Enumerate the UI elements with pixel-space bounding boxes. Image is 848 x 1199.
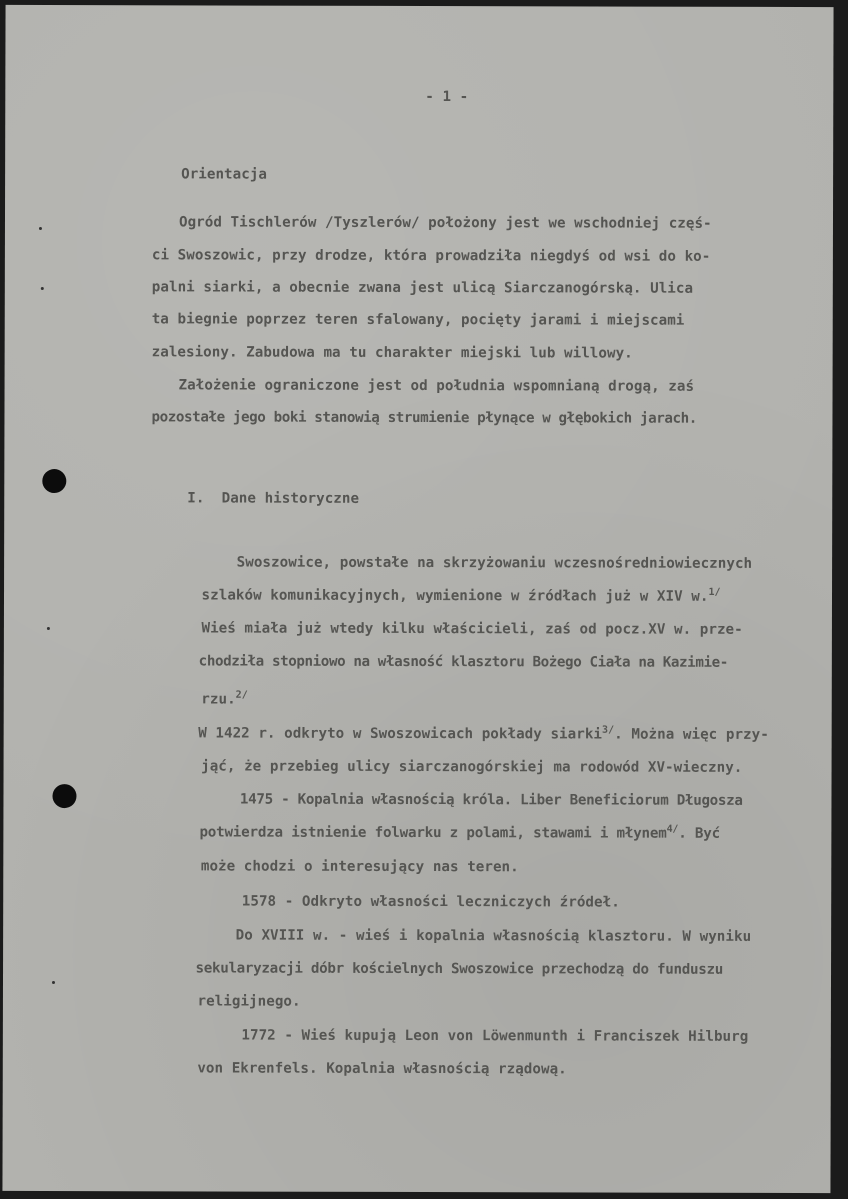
paper-speck bbox=[41, 287, 44, 290]
history-line-text: jąć, że przebieg ulicy siarczanogórskiej ma rodowód XV-wieczny. bbox=[201, 758, 743, 776]
footnote-ref: 3/ bbox=[602, 724, 615, 736]
history-line-text: religijnego. bbox=[197, 993, 301, 1010]
history-line bbox=[146, 1041, 567, 1096]
history-line-text: chodziła stopniowo na własność klasztoru Bożego Ciała na Kazimie- bbox=[198, 653, 728, 671]
history-line-text: Swoszowice, powstałe na skrzyżowaniu wczesnośredniowiecznych bbox=[236, 554, 753, 572]
paragraph-line: zalesiony. Zabudowa ma tu charakter miejski lub willowy. bbox=[151, 344, 633, 362]
heading-orientation: Orientacja bbox=[181, 166, 268, 183]
history-line-text: potwierdza istnienie folwarku z polami, stawami i młynem bbox=[199, 824, 667, 842]
history-line-text: 1772 - Wieś kupują Leon von Löwenmunth i Franciszek Hilburg bbox=[241, 1027, 749, 1045]
history-line-text: W 1422 r. odkryto w Swoszowicach pokłady siarki bbox=[198, 725, 603, 743]
footnote-ref: 1/ bbox=[708, 587, 721, 599]
paragraph-line: ta biegnie poprzez teren sfalowany, pocięty jarami i miejscami bbox=[151, 311, 685, 329]
paragraph-line: palni siarki, a obecnie zwana jest ulicą Siarczanogórską. Ulica bbox=[151, 279, 694, 297]
paragraph-line: pozostałe jego boki stanowią strumienie płynące w głębokich jarach. bbox=[151, 409, 697, 427]
history-line-text: Do XVIII w. - wieś i kopalnia własnością klasztoru. W wyniku bbox=[235, 927, 752, 945]
paragraph-line: Założenie ograniczone jest od południa wspomnianą drogą, zaś bbox=[178, 377, 695, 395]
punch-hole bbox=[52, 784, 76, 808]
history-line-text: 1578 - Odkryto własności leczniczych źródeł. bbox=[241, 893, 620, 911]
history-line-tail: . Być bbox=[678, 825, 720, 842]
paper-speck bbox=[39, 227, 42, 230]
history-line-text: sekularyzacji dóbr kościelnych Swoszowice przechodzą do funduszu bbox=[195, 960, 723, 978]
footnote-ref: 4/ bbox=[666, 823, 679, 835]
paper-speck bbox=[52, 981, 55, 984]
history-line-text: rzu. bbox=[201, 691, 236, 708]
page-number: - 1 - bbox=[425, 89, 469, 106]
paragraph-line: ci Swoszowic, przy drodze, która prowadziła niegdyś od wsi do ko- bbox=[151, 247, 711, 265]
paper-speck bbox=[47, 627, 50, 630]
punch-hole bbox=[42, 469, 66, 493]
heading-section-historical-data: I. Dane historyczne bbox=[187, 490, 360, 507]
document-page bbox=[2, 5, 833, 1193]
footnote-ref: 2/ bbox=[235, 689, 248, 701]
paragraph-line: Ogród Tischlerów /Tyszlerów/ położony jest we wschodniej częś- bbox=[178, 214, 712, 232]
history-line-text: Wieś miała już wtedy kilku właścicieli, zaś od pocz.XV w. prze- bbox=[201, 620, 743, 638]
history-line-text: może chodzi o interesujący nas teren. bbox=[200, 858, 519, 876]
typed-text bbox=[2, 5, 833, 1193]
history-line-text: szlaków komunikacyjnych, wymienione w źródłach już w XIV w. bbox=[201, 587, 709, 605]
history-line-text: 1475 - Kopalnia własnością króla. Liber Beneficiorum Długosza bbox=[239, 791, 743, 809]
history-line-tail: . Można więc przy- bbox=[614, 726, 769, 743]
history-line-text: von Ekrenfels. Kopalnia własnością rządową. bbox=[197, 1060, 567, 1078]
